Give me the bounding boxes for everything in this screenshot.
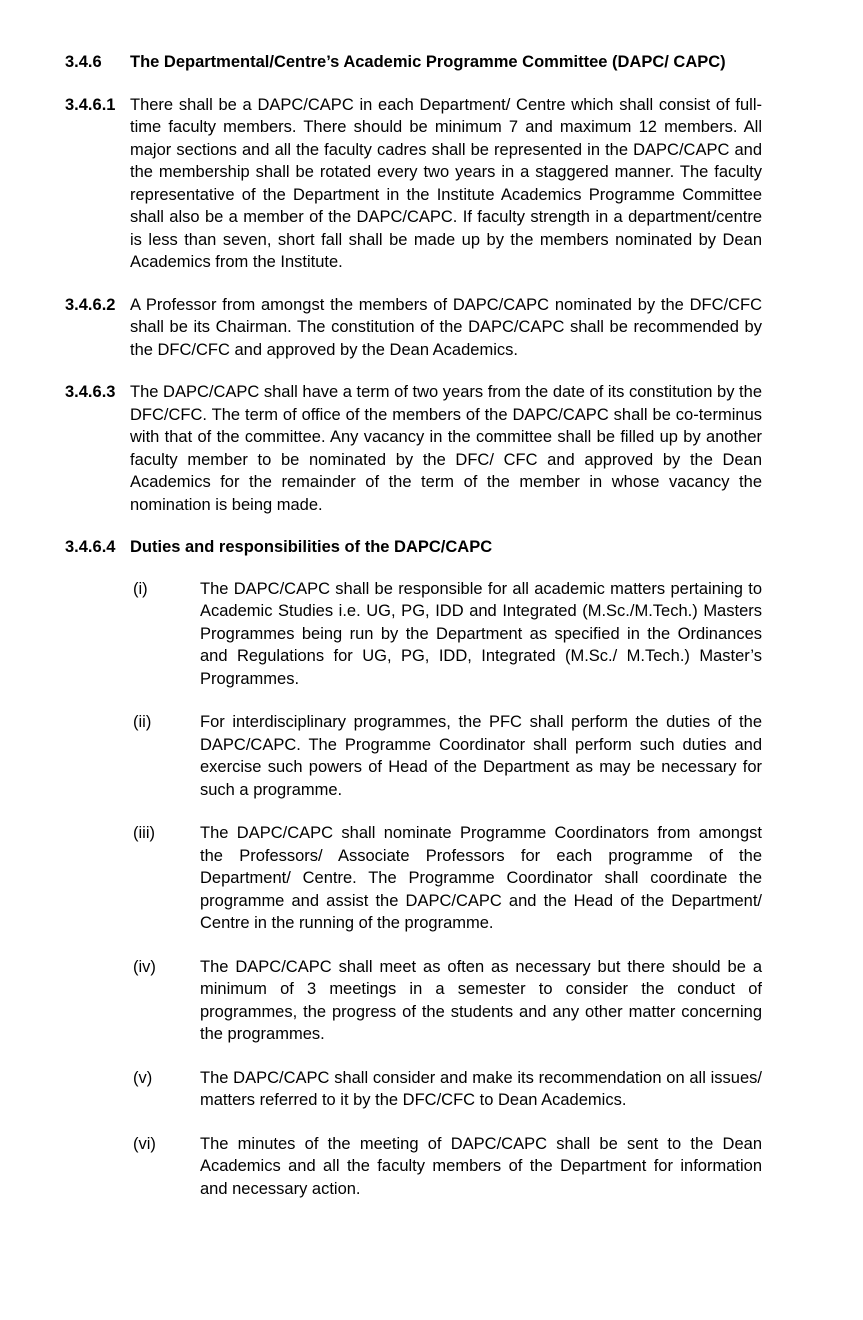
section-heading-3-4-6 — [65, 51, 762, 74]
paragraph-number: 3.4.6.1 — [65, 95, 116, 114]
duty-marker: (ii) — [133, 713, 152, 731]
paragraph-number: 3.4.6.3 — [65, 383, 116, 401]
duty-item-vi — [133, 1133, 762, 1201]
section-heading-3-4-6-4 — [65, 536, 762, 559]
duty-text: The minutes of the meeting of DAPC/CAPC shall be sent to the Dean Academics and all the faculty members of the Department for information and necessary action. — [200, 1134, 762, 1198]
duties-list — [133, 578, 762, 1201]
paragraph-text: There shall be a DAPC/CAPC in each Department/ Centre which shall consist of full-time faculty members. There should be minimum 7 and maximum 12 members. All major sections and all the faculty cadres shall be represented in the DAPC/CAPC and the membership shall be rotated every two years in a staggered manner. The faculty representative of the Department in the Institute Academics Programme Committee shall also be a member of the DAPC/CAPC. If faculty strength in a department/centre is less than seven, short fall shall be made up by the members nominated by Dean Academics from the Institute. — [130, 95, 762, 271]
section-number: 3.4.6.4 — [65, 538, 116, 556]
duty-item-i — [133, 578, 762, 691]
paragraph-3-4-6-1 — [65, 94, 762, 274]
duty-text: The DAPC/CAPC shall meet as often as necessary but there should be a minimum of 3 meetings in a semester to consider the conduct of programmes, the progress of the students and any other matter concerning the programmes. — [200, 957, 762, 1043]
paragraph-3-4-6-2 — [65, 294, 762, 362]
duty-text: The DAPC/CAPC shall consider and make its recommendation on all issues/ matters referred to it by the DFC/CFC to Dean Academics. — [200, 1068, 762, 1109]
section-title: The Departmental/Centre’s Academic Programme Committee (DAPC/ CAPC) — [130, 53, 726, 71]
paragraph-3-4-6-3 — [65, 381, 762, 516]
duty-text: The DAPC/CAPC shall nominate Programme Coordinators from amongst the Professors/ Associate Professors for each programme of the Department/ Centre. The Programme Coordinator shall coordinate the programme and assist the DAPC/CAPC and the Head of the Department/ Centre in the running of the programme. — [200, 824, 762, 932]
duty-item-iii — [133, 822, 762, 935]
duty-text: For interdisciplinary programmes, the PFC shall perform the duties of the DAPC/CAPC. The Programme Coordinator shall perform such duties and exercise such powers of Head of the Department as may be necessary for such a programme. — [200, 713, 762, 799]
duty-item-iv — [133, 956, 762, 1046]
duty-text: The DAPC/CAPC shall be responsible for all academic matters pertaining to Academic Studies i.e. UG, PG, IDD and Integrated (M.Sc./M.Tech.) Masters Programmes being run by the Department as specified in the Ordinances and Regulations for UG, PG, IDD, Integrated (M.Sc./ M.Tech.) Master’s Programmes. — [200, 579, 762, 688]
duty-marker: (v) — [133, 1068, 153, 1087]
section-title: Duties and responsibilities of the DAPC/CAPC — [130, 538, 493, 556]
duty-marker: (iii) — [133, 824, 155, 842]
duty-item-v — [133, 1067, 762, 1112]
paragraph-number: 3.4.6.2 — [65, 295, 116, 314]
duty-marker: (i) — [133, 579, 148, 598]
paragraph-text: The DAPC/CAPC shall have a term of two years from the date of its constitution by the DFC/CFC. The term of office of the members of the DAPC/CAPC shall be co-terminus with that of the committee. Any vacancy in the committee shall be filled up by another faculty member to be nominated by the DFC/ CFC and approved by the Dean Academics for the remainder of the term of the member in whose vacancy the nomination is being made. — [130, 383, 762, 514]
duty-marker: (iv) — [133, 957, 156, 976]
section-number: 3.4.6 — [65, 53, 102, 71]
duty-item-ii — [133, 711, 762, 801]
paragraph-text: A Professor from amongst the members of DAPC/CAPC nominated by the DFC/CFC shall be its Chairman. The constitution of the DAPC/CAPC shall be recommended by the DFC/CFC and approved by the Dean Academics. — [130, 295, 762, 359]
duty-marker: (vi) — [133, 1134, 156, 1153]
